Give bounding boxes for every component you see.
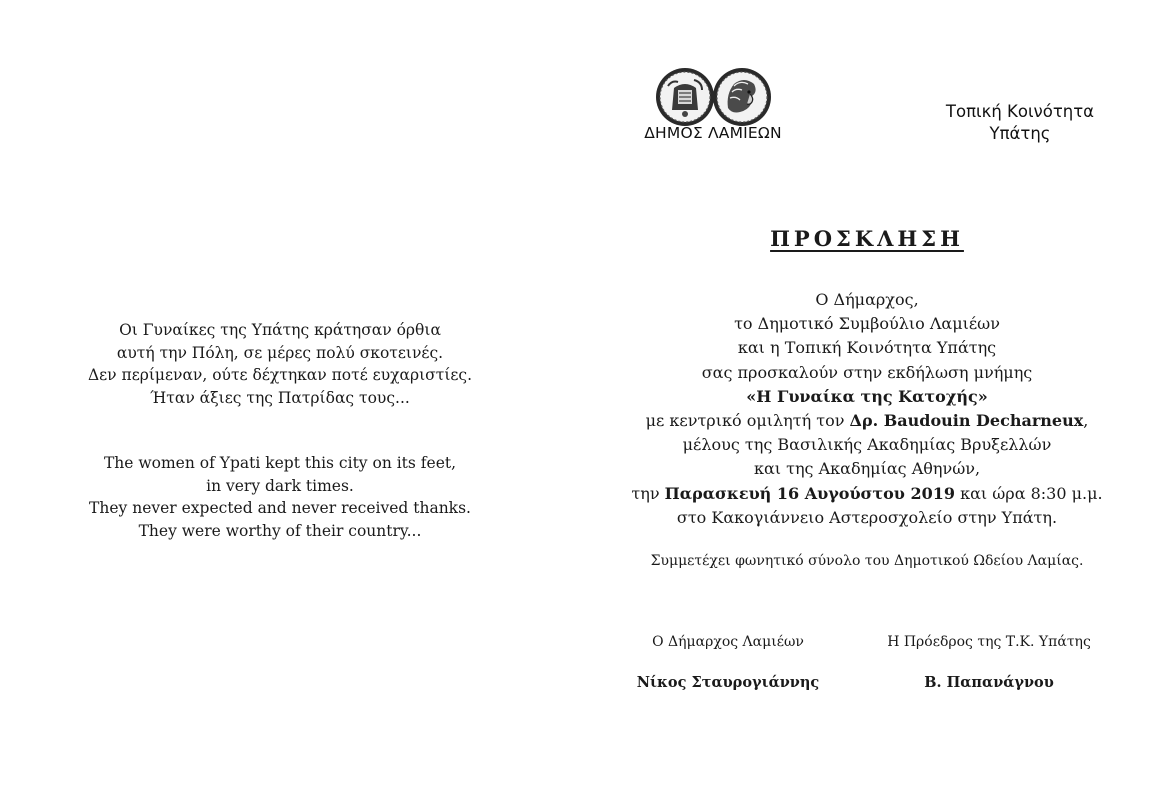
invitation-line: Ο Δήμαρχος, [815,290,919,309]
municipality-logo [634,66,792,146]
president-role: Η Πρόεδρος της Τ.Κ. Υπάτης [887,634,1091,650]
greek-line: αυτή την Πόλη, σε μέρες πολύ σκοτεινές. [116,343,444,362]
english-line: They never expected and never received thanks. [89,499,471,517]
english-line: They were worthy of their country... [138,521,422,540]
speaker-name: Δρ. Baudouin Decharneux [849,411,1084,431]
invitation-body [617,288,1117,530]
local-community-heading [930,101,1110,145]
community-line: Τοπική Κοινότητα [945,102,1095,121]
greek-line: Δεν περίμεναν, ούτε δέχτηκαν ποτέ ευχαριστίες. [87,366,473,384]
speaker-line [617,409,1117,433]
english-line: in very dark times. [206,476,354,495]
event-title-text: «Η Γυναίκα της Κατοχής» [746,386,988,406]
invitation-line: και της Ακαδημίας Αθηνών, [753,459,981,479]
english-line: The women of Ypati kept this city on its feet, [103,454,457,472]
date-prefix: την [631,483,665,503]
venue-line: στο Κακογιάννειο Αστεροσχολείο στην Υπάτη. [676,507,1058,527]
choir-note: Συμμετέχει φωνητικό σύνολο του Δημοτικού Ωδείου Λαμίας. [650,553,1084,569]
event-title [617,385,1117,409]
invitation-title: ΠΡΟΣΚΛΗΣΗ [770,226,964,251]
community-line: Υπάτης [989,124,1051,143]
mayor-name: Νίκος Σταυρογιάννης [636,674,820,691]
greek-line: Ήταν άξιες της Πατρίδας τους... [150,388,410,407]
speaker-prefix: με κεντρικό ομιλητή τον [645,411,850,431]
municipality-name: ΔΗΜΟΣ ΛΑΜΙΕΩΝ [644,124,782,142]
date-line [617,482,1117,506]
english-dedication [60,452,500,542]
speaker-suffix: , [1083,411,1089,431]
event-date: Παρασκευή 16 Αυγούστου 2019 [664,483,955,503]
mayor-role: Ο Δήμαρχος Λαμιέων [652,634,804,650]
event-time: και ώρα 8:30 μ.μ. [955,483,1103,503]
invitation-line: το Δημοτικό Συμβούλιο Λαμιέων [734,314,1000,334]
greek-dedication [60,319,500,409]
invitation-line: μέλους της Βασιλικής Ακαδημίας Βρυξελλών [682,435,1052,455]
invitation-line: και η Τοπική Κοινότητα Υπάτης [737,338,997,358]
invitation-line: σας προσκαλούν στην εκδήλωση μνήμης [701,362,1033,382]
coins-emblem-icon [654,66,774,128]
greek-line: Οι Γυναίκες της Υπάτης κράτησαν όρθια [119,321,441,339]
president-name: Β. Παπανάγνου [924,674,1054,691]
